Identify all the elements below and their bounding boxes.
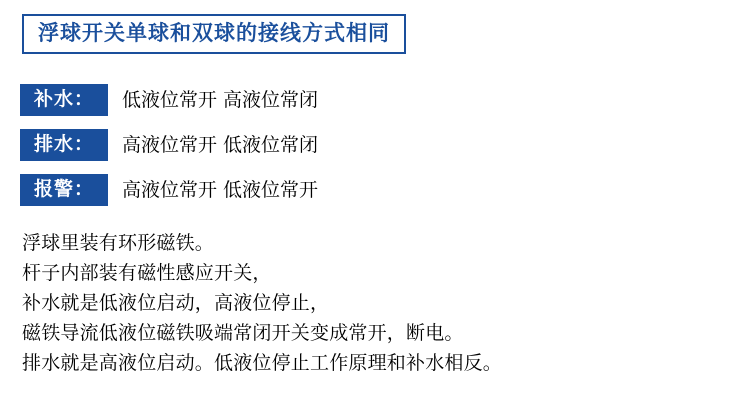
- heading-banner: [22, 14, 406, 54]
- mode-desc-refill: 低液位常开 高液位常闭: [122, 88, 319, 111]
- mode-tag-refill: 补水：: [20, 84, 108, 117]
- list-item: [20, 80, 720, 120]
- mode-tag-alarm: 报警：: [20, 174, 108, 207]
- mode-list: [20, 80, 720, 215]
- heading-box: [22, 14, 406, 54]
- list-item: [20, 125, 720, 165]
- note-line: 磁铁导流低液位磁铁吸端常闭开关变成常开，断电。: [22, 322, 464, 344]
- page-title: 浮球开关单球和双球的接线方式相同: [38, 21, 390, 45]
- note-line: 杆子内部装有磁性感应开关，: [22, 262, 272, 284]
- note-line: 补水就是低液位启动，高液位停止，: [22, 292, 330, 314]
- mode-tag-drain: 排水：: [20, 129, 108, 162]
- notes-block: [22, 228, 732, 378]
- note-line: 浮球里装有环形磁铁。: [22, 232, 215, 254]
- mode-desc-alarm: 高液位常开 低液位常开: [122, 178, 319, 201]
- mode-desc-drain: 高液位常开 低液位常闭: [122, 133, 319, 156]
- note-line: 排水就是高液位启动。低液位停止工作原理和补水相反。: [22, 352, 503, 374]
- list-item: [20, 170, 720, 210]
